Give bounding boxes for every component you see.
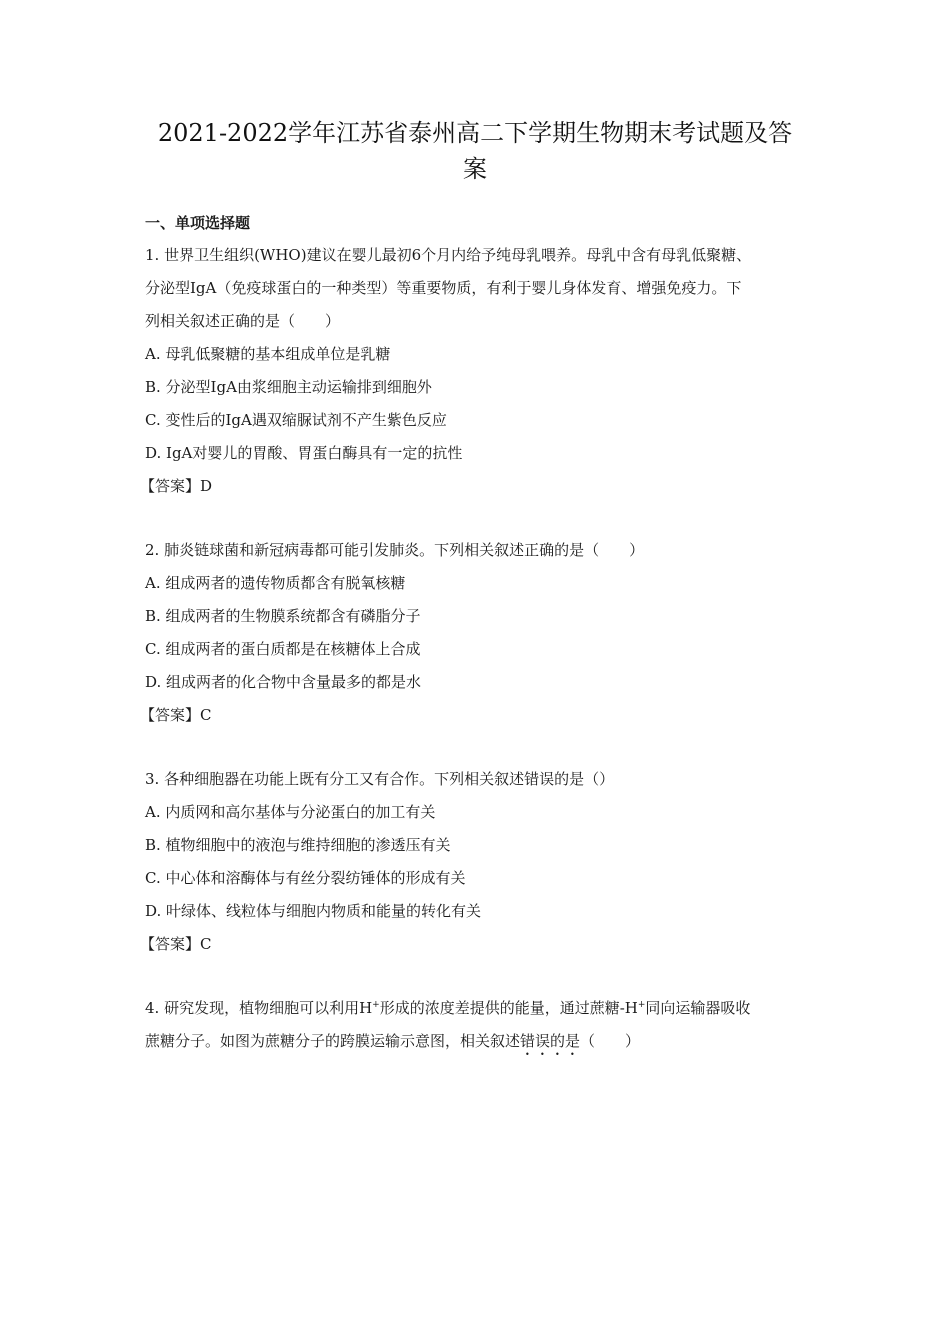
- q2-answer: 【答案】C: [140, 706, 212, 724]
- title-line-2: 案: [463, 155, 487, 183]
- q1-option-d: D. IgA对婴儿的胃酸、胃蛋白酶具有一定的抗性: [145, 444, 463, 462]
- title-line-1: 2021-2022学年江苏省泰州高二下学期生物期末考试题及答: [157, 119, 793, 147]
- q4-superscript-1: +: [372, 1000, 380, 1010]
- q4-text-part-2: 形成的浓度差提供的能量，通过蔗糖-H: [379, 999, 638, 1017]
- q2-stem: 2. 肺炎链球菌和新冠病毒都可能引发肺炎。下列相关叙述正确的是（ ）: [145, 541, 645, 559]
- q2-option-d: D. 组成两者的化合物中含量最多的都是水: [145, 673, 422, 691]
- section-heading: 一、单项选择题: [145, 214, 251, 232]
- q3-answer: 【答案】C: [140, 935, 212, 953]
- q2-option-a: A. 组成两者的遗传物质都含有脱氧核糖: [145, 574, 406, 592]
- q2-option-b: B. 组成两者的生物膜系统都含有磷脂分子: [145, 607, 421, 625]
- q4-stem-line-1: [145, 997, 750, 1019]
- q4-text-part-1: 4. 研究发现，植物细胞可以利用H: [145, 999, 373, 1017]
- q3-stem: 3. 各种细胞器在功能上既有分工又有合作。下列相关叙述错误的是（）: [145, 770, 615, 788]
- q3-option-a: A. 内质网和高尔基体与分泌蛋白的加工有关: [145, 803, 436, 821]
- q1-stem-line-3: 列相关叙述正确的是（ ）: [145, 312, 341, 330]
- q4-line2-text: 蔗糖分子。如图为蔗糖分子的跨膜运输示意图，相关叙述: [145, 1032, 521, 1050]
- document-title: [120, 115, 830, 187]
- q3-option-d: D. 叶绿体、线粒体与细胞内物质和能量的转化有关: [145, 902, 482, 920]
- q1-option-b: B. 分泌型IgA由浆细胞主动运输排到细胞外: [145, 378, 432, 396]
- q1-answer: 【答案】D: [140, 477, 213, 495]
- q1-option-c: C. 变性后的IgA遇双缩脲试剂不产生紫色反应: [145, 411, 447, 429]
- q4-emphasized-text: 错误的是: [520, 1032, 581, 1050]
- q2-option-c: C. 组成两者的蛋白质都是在核糖体上合成: [145, 640, 421, 658]
- q1-option-a: A. 母乳低聚糖的基本组成单位是乳糖: [145, 345, 391, 363]
- q4-superscript-2: +: [637, 1000, 646, 1010]
- q4-stem-line-2: [145, 1030, 640, 1059]
- q4-text-part-3: 同向运输器吸收: [645, 999, 751, 1017]
- q1-stem-line-2: 分泌型IgA（免疫球蛋白的一种类型）等重要物质，有利于婴儿身体发育、增强免疫力。下: [145, 279, 742, 297]
- q3-option-c: C. 中心体和溶酶体与有丝分裂纺锤体的形成有关: [145, 869, 466, 887]
- q4-line2-bracket: （ ）: [580, 1032, 641, 1050]
- q1-stem-line-1: 1. 世界卫生组织(WHO)建议在婴儿最初6个月内给予纯母乳喂养。母乳中含有母乳低聚糖、: [145, 246, 752, 264]
- q3-option-b: B. 植物细胞中的液泡与维持细胞的渗透压有关: [145, 836, 451, 854]
